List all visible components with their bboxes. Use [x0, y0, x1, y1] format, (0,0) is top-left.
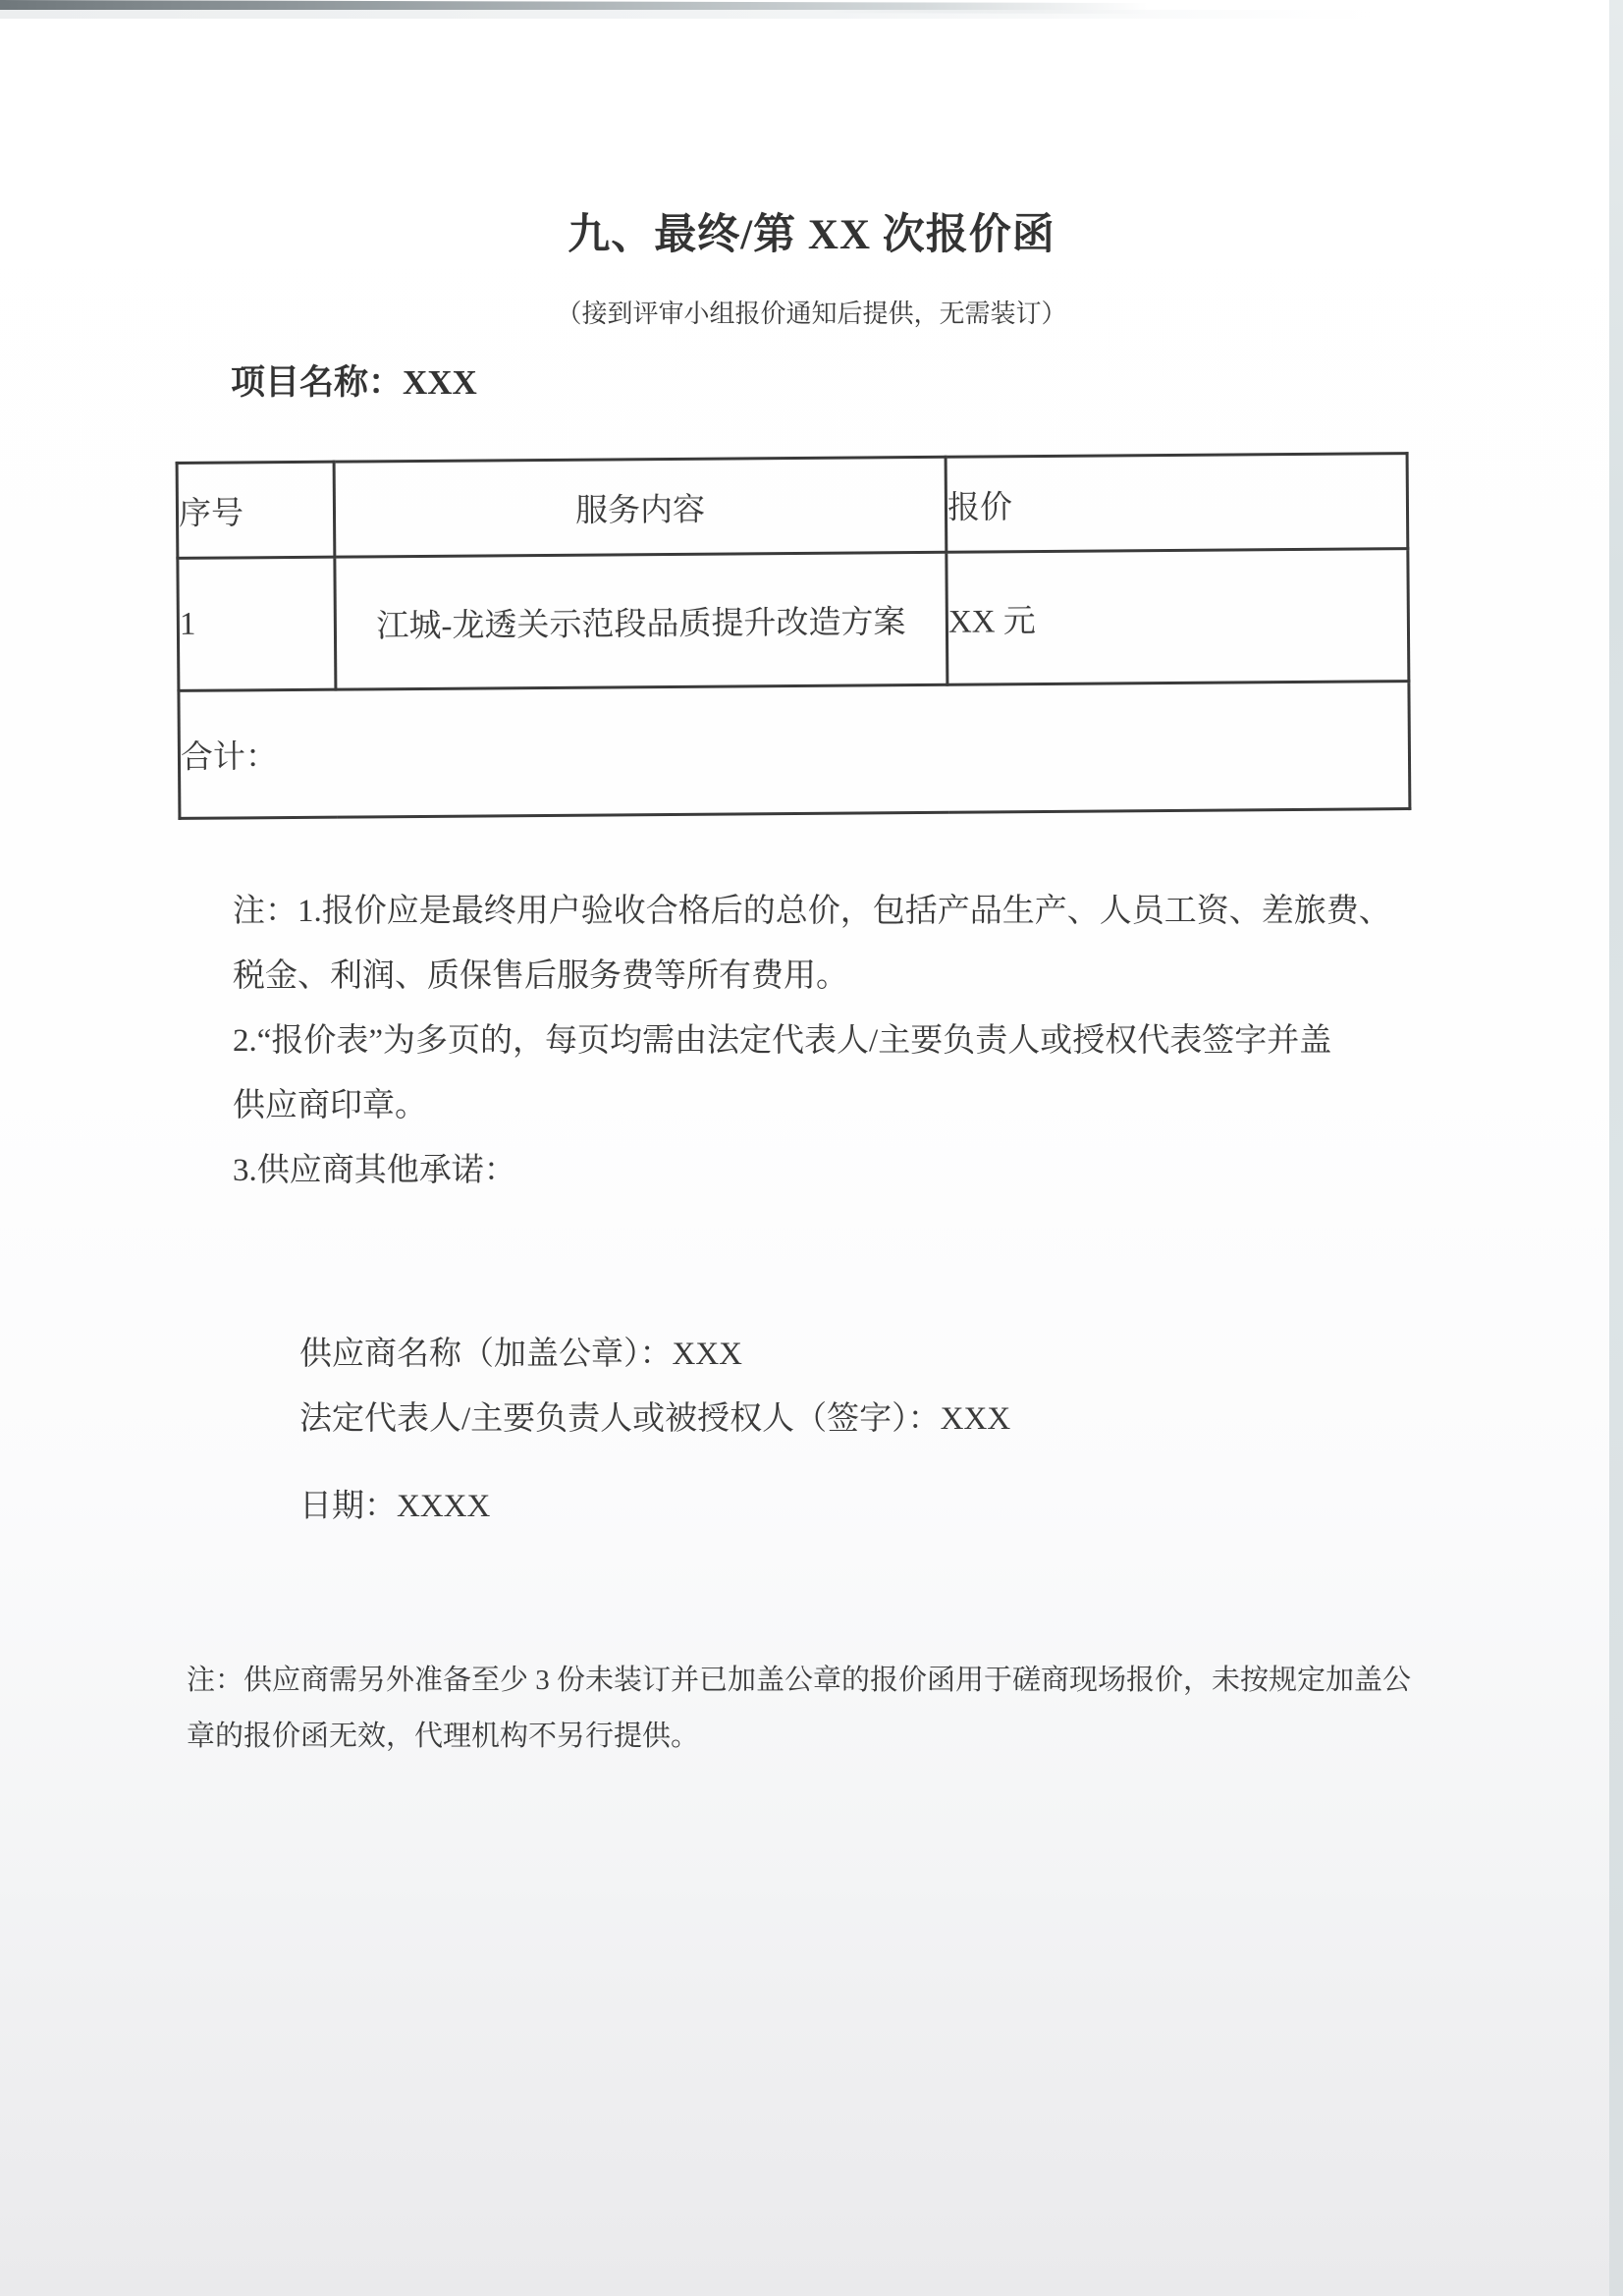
- page-title: 九、最终/第 XX 次报价函: [568, 212, 1055, 258]
- page-subtitle: （接到评审小组报价通知后提供，无需装订）: [556, 300, 1067, 328]
- note-line: 注：1.报价应是最终用户验收合格后的总价，包括产品生产、人员工资、差旅费、: [233, 894, 1391, 929]
- scan-artifact-top-shadow: [0, 10, 1375, 19]
- table-total-row: [179, 682, 1410, 819]
- project-name-label: 项目名称：XXX: [231, 363, 477, 402]
- quotation-table: [176, 452, 1412, 820]
- cell-total-label: 合计：: [179, 682, 1410, 819]
- table-row: [178, 549, 1409, 691]
- note-line: 供应商印章。: [233, 1088, 427, 1123]
- note-line: 2.“报价表”为多页的，每页均需由法定代表人/主要负责人或授权代表签字并盖: [233, 1023, 1332, 1059]
- footer-note-line: 章的报价函无效，代理机构不另行提供。: [187, 1721, 700, 1752]
- footer-note-block: [187, 1653, 1424, 1765]
- notes-block: [233, 879, 1411, 1203]
- representative-signature-line: 法定代表人/主要负责人或被授权人（签字）：XXX: [299, 1401, 1011, 1437]
- note-line: 税金、利润、质保售后服务费等所有费用。: [233, 958, 848, 994]
- note-line: 3.供应商其他承诺：: [233, 1153, 516, 1188]
- signature-block: [299, 1334, 1010, 1528]
- header-cell-serial-number: 序号: [177, 462, 335, 558]
- cell-quotation: XX 元: [947, 549, 1409, 685]
- date-line: 日期：XXXX: [299, 1489, 491, 1524]
- header-cell-service-content: 服务内容: [334, 457, 947, 557]
- scan-artifact-right-edge: [1609, 0, 1623, 2296]
- cell-service-content: 江城-龙透关示范段品质提升改造方案: [335, 552, 947, 689]
- header-cell-quotation: 报价: [946, 454, 1408, 553]
- table-header-row: [177, 454, 1408, 559]
- footer-note-line: 注：供应商需另外准备至少 3 份未装订并已加盖公章的报价函用于磋商现场报价，未按规定加盖公: [187, 1665, 1412, 1696]
- cell-serial-number: 1: [178, 557, 336, 690]
- supplier-name-line: 供应商名称（加盖公章）：XXX: [299, 1337, 742, 1372]
